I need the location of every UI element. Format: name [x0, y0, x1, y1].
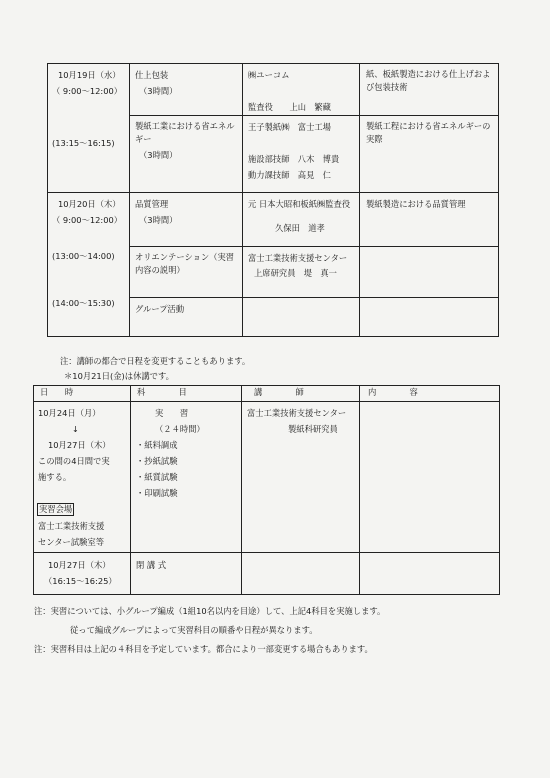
subject-cell — [130, 116, 243, 193]
table-header-row — [34, 386, 500, 402]
date-text: 10月27日（木） — [48, 560, 111, 570]
table-row — [48, 64, 499, 116]
content-cell — [360, 298, 499, 337]
content-cell — [360, 553, 500, 595]
subject-cell — [130, 64, 243, 116]
hours-text: （3時間） — [139, 215, 178, 225]
content-cell — [360, 64, 499, 116]
time-text: (13:15～16:15) — [52, 138, 115, 148]
lecturer-org: 富士工業技術支援センター — [247, 408, 347, 418]
subject-cell — [130, 298, 243, 337]
period-text: この間の4日間で実 — [38, 456, 110, 466]
hours-text: （２４時間） — [155, 424, 205, 434]
note-schedule-change: 注：講師の都合で日程を変更することもあります。 — [60, 356, 251, 366]
lecturer-cell — [243, 298, 360, 337]
content-cell — [360, 116, 499, 193]
lecturer-org: 富士工業技術支援センター — [248, 253, 348, 263]
arrow-down-icon: ↓ — [72, 424, 79, 434]
content-cell — [360, 247, 499, 298]
subject-text: グループ活動 — [135, 304, 185, 314]
date-text: 10月24日（月） — [38, 408, 101, 418]
lecturer-name: 久保田 道孝 — [275, 223, 325, 233]
subject-text: 製紙工業における省エネルギー — [135, 121, 235, 144]
lecturer-dept: 製紙科研究員 — [288, 424, 338, 434]
venue-label: 実習会場 — [39, 504, 73, 514]
content-text: 製紙工程における省エネルギーの実際 — [366, 121, 491, 144]
header-subject: 科 目 — [131, 386, 242, 402]
subject-text: 仕上包装 — [135, 70, 169, 80]
subject-item: ・紙料調成 — [136, 440, 178, 450]
hours-text: （3時間） — [139, 150, 178, 160]
subject-cell — [131, 402, 242, 553]
note-practical-groups: 注：実習については、小グループ編成（1組10名以内を目途）して、上記4科目を実施します。 — [34, 606, 386, 616]
subject-text: オリエンテーション（実習内容の説明） — [135, 252, 235, 275]
note-practical-subjects: 注：実習科目は上記の４科目を予定しています。都合により一部変更する場合もあります。 — [34, 644, 373, 654]
subject-title: 実 習 — [155, 408, 189, 418]
header-lecturer: 講 師 — [242, 386, 360, 402]
period-text: 施する。 — [38, 472, 72, 482]
subject-item: ・紙質試験 — [136, 472, 178, 482]
time-text: （ 9:00～12:00） — [52, 215, 123, 225]
lecturer-cell — [243, 193, 360, 247]
time-text: （16:15～16:25） — [44, 576, 117, 586]
time-text: (14:00～15:30) — [52, 298, 115, 308]
header-datetime: 日 時 — [34, 386, 131, 402]
schedule-table-upper — [47, 63, 499, 337]
venue-text: センター試験室等 — [38, 537, 105, 547]
lecturer-cell — [243, 116, 360, 193]
lecturer-cell — [242, 553, 360, 595]
lecturer-name: 施設部技師 八木 博貴 — [248, 154, 340, 164]
venue-text: 富士工業技術支援 — [38, 521, 105, 531]
subject-text: 閉 講 式 — [136, 560, 167, 570]
content-cell — [360, 402, 500, 553]
note-holiday: ＊10月21日(金)は休講です。 — [64, 371, 174, 381]
time-text: （ 9:00～12:00） — [52, 86, 123, 96]
lecturer-org: 元 日本大昭和板紙㈱監査役 — [248, 199, 351, 209]
date-text: 10月19日（水） — [58, 70, 121, 80]
note-practical-order: 従って編成グループによって実習科目の順番や日程が異なります。 — [70, 625, 318, 635]
content-cell — [360, 193, 499, 247]
date-text: 10月20日（木） — [58, 199, 121, 209]
date-cell — [48, 64, 130, 193]
table-row — [34, 553, 500, 595]
time-text: (13:00～14:00) — [52, 251, 115, 261]
date-cell — [34, 553, 131, 595]
header-content: 内 容 — [360, 386, 500, 402]
subject-item: ・印刷試験 — [136, 488, 178, 498]
table-row — [48, 193, 499, 247]
lecturer-cell — [242, 402, 360, 553]
lecturer-cell — [243, 247, 360, 298]
lecturer-org: ㈱ユーコム — [248, 70, 290, 80]
lecturer-name: 監査役 上山 繁藏 — [248, 102, 331, 112]
subject-item: ・抄紙試験 — [136, 456, 178, 466]
lecturer-name: 上席研究員 堤 真一 — [254, 268, 337, 278]
content-text: 製紙製造における品質管理 — [366, 199, 466, 209]
lecturer-cell — [243, 64, 360, 116]
schedule-table-lower — [33, 385, 500, 595]
table-row — [34, 402, 500, 553]
lecturer-name: 動力課技師 高見 仁 — [248, 170, 331, 180]
subject-text: 品質管理 — [135, 199, 169, 209]
date-cell — [48, 193, 130, 337]
subject-cell — [131, 553, 242, 595]
content-text: 紙、板紙製造における仕上げおよび包装技術 — [366, 69, 491, 92]
date-text: 10月27日（木） — [48, 440, 111, 450]
date-cell — [34, 402, 131, 553]
subject-cell — [130, 247, 243, 298]
lecturer-org: 王子製紙㈱ 富士工場 — [248, 122, 331, 132]
subject-cell — [130, 193, 243, 247]
hours-text: （3時間） — [139, 86, 178, 96]
